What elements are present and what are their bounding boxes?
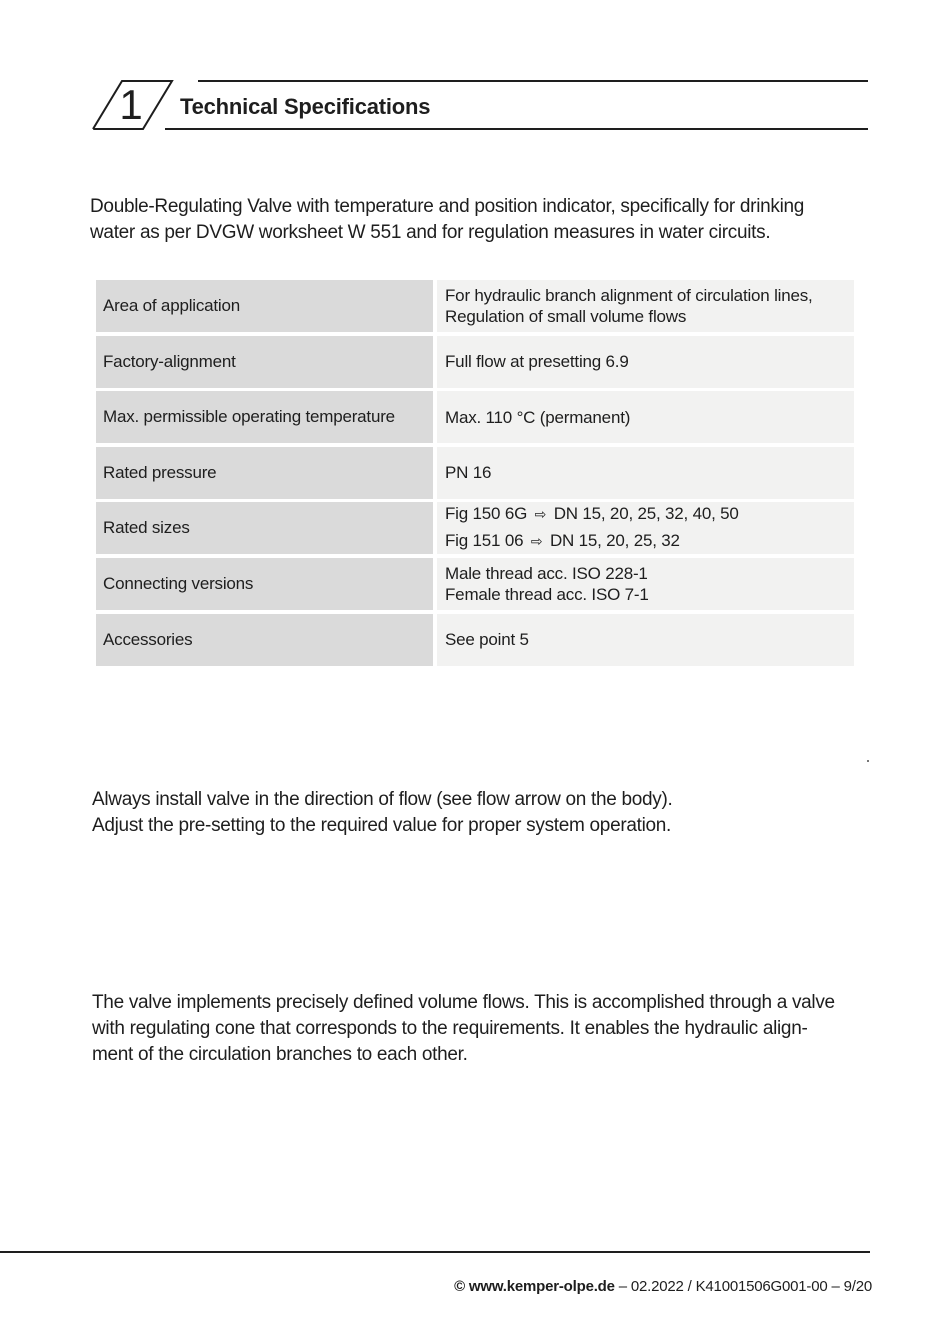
spec-value-line: Female thread acc. ISO 7-1 bbox=[445, 584, 649, 604]
function-line: The valve implements precisely defined volume flows. This is accomplished through a valve bbox=[92, 992, 835, 1013]
function-line: with regulating cone that corresponds to the requirements. It enables the hydraulic align- bbox=[92, 1018, 808, 1039]
spec-value bbox=[437, 336, 854, 388]
dn-sizes: DN 15, 20, 25, 32 bbox=[549, 531, 680, 551]
spec-key: Max. permissible operating temperature bbox=[96, 391, 433, 443]
installation-paragraph bbox=[92, 787, 852, 839]
specifications-table bbox=[96, 280, 854, 669]
spec-value bbox=[437, 614, 854, 666]
spec-value-line: See point 5 bbox=[445, 630, 529, 650]
page-footer bbox=[454, 1278, 872, 1295]
section-number: 1 bbox=[119, 81, 143, 128]
spec-value-line bbox=[445, 501, 854, 528]
spec-row-area-of-application bbox=[96, 280, 854, 332]
document-info: – 02.2022 / K41001506G001-00 – 9/20 bbox=[618, 1278, 872, 1295]
copyright-symbol: © bbox=[454, 1278, 465, 1295]
spec-key: Rated sizes bbox=[96, 502, 433, 554]
spec-row-connecting-versions bbox=[96, 558, 854, 610]
spec-value bbox=[437, 502, 854, 554]
spec-value-line bbox=[445, 528, 854, 555]
spec-key: Accessories bbox=[96, 614, 433, 666]
intro-line: Double-Regulating Valve with temperature and position indicator, specifically for drinking bbox=[90, 196, 805, 217]
arrow-right-icon: ⇨ bbox=[530, 534, 543, 551]
spec-key: Area of application bbox=[96, 280, 433, 332]
installation-line: Always install valve in the direction of flow (see flow arrow on the body). bbox=[92, 789, 673, 810]
figure-label: Fig 151 06 bbox=[445, 531, 524, 551]
spec-value bbox=[437, 447, 854, 499]
spec-value bbox=[437, 280, 854, 332]
footer-divider bbox=[0, 1251, 870, 1253]
spec-row-max-temperature bbox=[96, 391, 854, 443]
spec-row-factory-alignment bbox=[96, 336, 854, 388]
arrow-right-icon: ⇨ bbox=[534, 507, 547, 524]
spec-key: Connecting versions bbox=[96, 558, 433, 610]
website-link[interactable]: www.kemper-olpe.de bbox=[468, 1278, 615, 1295]
installation-line: Adjust the pre-setting to the required value for proper system operation. bbox=[92, 815, 672, 836]
spec-value-line: Male thread acc. ISO 228-1 bbox=[445, 563, 648, 583]
spec-value bbox=[437, 391, 854, 443]
spec-key: Rated pressure bbox=[96, 447, 433, 499]
figure-label: Fig 150 6G bbox=[445, 504, 528, 524]
intro-paragraph bbox=[90, 194, 850, 246]
spec-value-line: Regulation of small volume flows bbox=[445, 307, 687, 326]
function-line: ment of the circulation branches to each other. bbox=[92, 1044, 468, 1065]
stray-mark bbox=[867, 760, 869, 762]
spec-row-rated-pressure bbox=[96, 447, 854, 499]
spec-row-accessories bbox=[96, 614, 854, 666]
spec-row-rated-sizes bbox=[96, 502, 854, 554]
spec-value-line: PN 16 bbox=[445, 463, 492, 483]
spec-key: Factory-alignment bbox=[96, 336, 433, 388]
spec-value-line: Full flow at presetting 6.9 bbox=[445, 352, 629, 372]
section-title: Technical Specifications bbox=[180, 94, 431, 119]
section-header bbox=[90, 78, 870, 132]
function-paragraph bbox=[92, 990, 852, 1068]
spec-value-line: For hydraulic branch alignment of circulation lines, bbox=[445, 286, 813, 305]
dn-sizes: DN 15, 20, 25, 32, 40, 50 bbox=[553, 504, 739, 524]
intro-line: water as per DVGW worksheet W 551 and for regulation measures in water circuits. bbox=[90, 222, 771, 243]
spec-value bbox=[437, 558, 854, 610]
spec-value-line: Max. 110 °C (permanent) bbox=[445, 407, 631, 427]
